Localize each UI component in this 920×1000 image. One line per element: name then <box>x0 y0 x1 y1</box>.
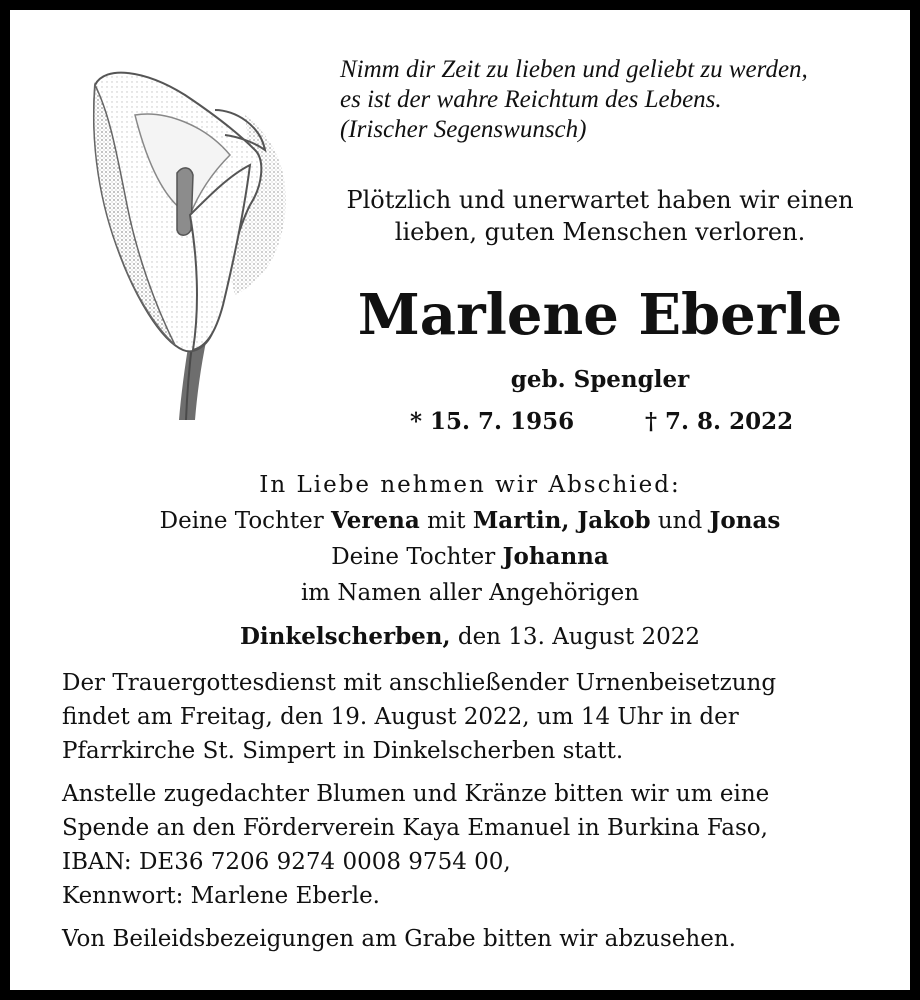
closing-line: Von Beileidsbezeigungen am Grabe bitten wir abzusehen. <box>62 926 736 952</box>
place-name: Dinkelscherben, <box>239 623 451 650</box>
motto-line: es ist der wahre Reichtum des Lebens. <box>340 86 722 113</box>
mourner-name: Jonas <box>709 507 781 534</box>
mourner-text: Deine Tochter <box>331 544 503 570</box>
mourners-block <box>10 467 920 611</box>
birth-name: geb. Spengler <box>510 366 690 393</box>
intro-text <box>310 184 890 248</box>
birth-date: * 15. 7. 1956 <box>410 408 575 435</box>
deceased-name: Marlene Eberle <box>357 282 843 348</box>
iban-line: IBAN: DE36 7206 9274 0008 9754 00, <box>62 849 511 875</box>
service-info <box>62 666 892 768</box>
intro-line: Plötzlich und unerwartet haben wir einen <box>346 186 854 214</box>
notice-body <box>62 666 892 965</box>
mourner-name: Johanna <box>502 543 609 570</box>
mourner-text: und <box>650 508 710 534</box>
death-date: † 7. 8. 2022 <box>645 408 794 435</box>
intro-line: lieben, guten Menschen verloren. <box>394 218 806 246</box>
mourner-name: Verena <box>331 507 420 534</box>
mourner-text: Deine Tochter <box>159 508 332 534</box>
calla-lily-icon <box>65 55 300 425</box>
mourner-line <box>10 503 920 539</box>
motto-line: Nimm dir Zeit zu lieben und geliebt zu werden, <box>340 56 808 83</box>
notice-date: den 13. August 2022 <box>450 624 701 650</box>
mourner-line: im Namen aller Angehörigen <box>300 580 640 606</box>
motto-source: (Irischer Segenswunsch) <box>340 116 587 143</box>
donation-line: Anstelle zugedachter Blumen und Kränze bitten wir um eine <box>62 781 770 807</box>
service-line: Der Trauergottesdienst mit anschließender Urnenbeisetzung <box>62 670 777 696</box>
mourner-name: Martin, Jakob <box>472 507 651 534</box>
mourner-text: mit <box>419 508 473 534</box>
place-date <box>10 620 920 654</box>
service-line: Pfarrkirche St. Simpert in Dinkelscherben statt. <box>62 738 624 764</box>
mourners-heading: In Liebe nehmen wir Abschied: <box>259 472 681 498</box>
donation-line: Spende an den Förderverein Kaya Emanuel in Burkina Faso, <box>62 815 768 841</box>
service-line: findet am Freitag, den 19. August 2022, um 14 Uhr in der <box>62 704 739 730</box>
donation-info <box>62 777 892 913</box>
keyword-line: Kennwort: Marlene Eberle. <box>62 883 380 909</box>
motto-quote <box>340 55 900 145</box>
mourner-line <box>10 539 920 575</box>
